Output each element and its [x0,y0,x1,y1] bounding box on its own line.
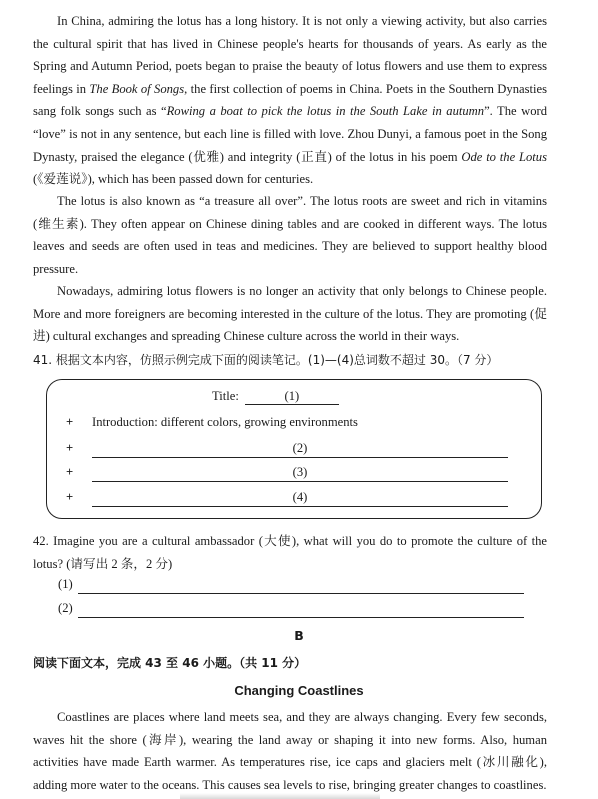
section-b-instruction: 阅读下面文本，完成 43 至 46 小题。（共 11 分） [33,656,307,670]
answer-blank-3[interactable]: (3) [92,465,508,482]
page-bottom-edge [180,793,380,799]
answer-blank-4[interactable]: (4) [92,490,508,507]
answer-blank-1[interactable]: (1) [245,389,339,405]
answer-line-2-field[interactable] [78,601,524,618]
answer-line-1 [58,577,73,592]
notes-row-2 [66,441,308,456]
poem-title: Ode to the Lotus [461,149,548,164]
notes-title-row [212,389,339,405]
section-b-heading: B [294,628,304,643]
passage-b-paragraph-1: Coastlines are places where land meets sea, and they are always changing. Every few seconds, waves hit the shore (海岸), wearing the land away or shaping it into new forms. Also, human activities have made Earth warmer. As temperatures rise, ice caps and glaciers melt (冰川融化), adding more water to the oceans. This causes sea levels to rise, bringing greater changes to coastlines. [33,710,547,792]
song-title: Rowing a boat to pick the lotus in the South Lake in autumn [166,104,485,119]
passage-a-paragraph-2: The lotus is also known as “a treasure all over”. The lotus roots are sweet and rich in vitamins (维生素). They often appear on Chinese dining tables and are cooked in different ways. The lotus leaves and seeds are often used in teas and medicines. They are believed to support healthy blood pressure. [33,194,547,276]
notes-row-3 [66,465,308,480]
plus-icon: + [66,490,74,504]
plus-icon: + [66,415,74,429]
notes-introduction-row [66,415,358,430]
question-41: 41. 根据文本内容，仿照示例完成下面的阅读笔记。(1)—(4)总词数不超过 30。（7 分） [33,353,499,367]
answer-line-1-label: (1) [58,577,73,591]
plus-icon: + [66,465,74,479]
answer-line-2 [58,601,73,616]
book-title: The Book of Songs [89,81,185,96]
notes-row-4 [66,490,308,505]
passage-b-title: Changing Coastlines [234,683,364,698]
passage-a-paragraph-1: In China, admiring the lotus has a long history. It is not only a viewing activity, but also carries the cultural spirit that has lived in Chinese people's hearts for thousands of years. As early as the Spring and Autumn Period, poets began to praise the beauty of lotus flowers and use them to express feelings in The Book of Songs, the first collection of poems in China. Poets in the Southern Dynasties sang folk songs such as “Rowing a boat to pick the lotus in the South Lake in autumn”. The word “love” is not in any sentence, but each line is filled with love. Zhou Dunyi, a famous poet in the Song Dynasty, praised the elegance (优雅) and integrity (正直) of the lotus in his poem Ode to the Lotus (《爱莲说》), which has been passed down for centuries. [33,14,548,187]
plus-icon: + [66,441,74,455]
notes-title-label: Title: [212,389,239,403]
answer-blank-2[interactable]: (2) [92,441,508,458]
notes-introduction: Introduction: different colors, growing environments [92,415,358,429]
question-42: 42. Imagine you are a cultural ambassador (大使), what will you do to promote the culture of the lotus? (请写出 2 条，2 分) [33,534,547,571]
passage-a-paragraph-3: Nowadays, admiring lotus flowers is no longer an activity that only belongs to Chinese people. More and more foreigners are becoming interested in the culture of the lotus. They are promoting (促进) cultural exchanges and spreading Chinese culture across the world in their ways. [33,284,547,344]
answer-line-2-label: (2) [58,601,73,615]
answer-line-1-field[interactable] [78,577,524,594]
